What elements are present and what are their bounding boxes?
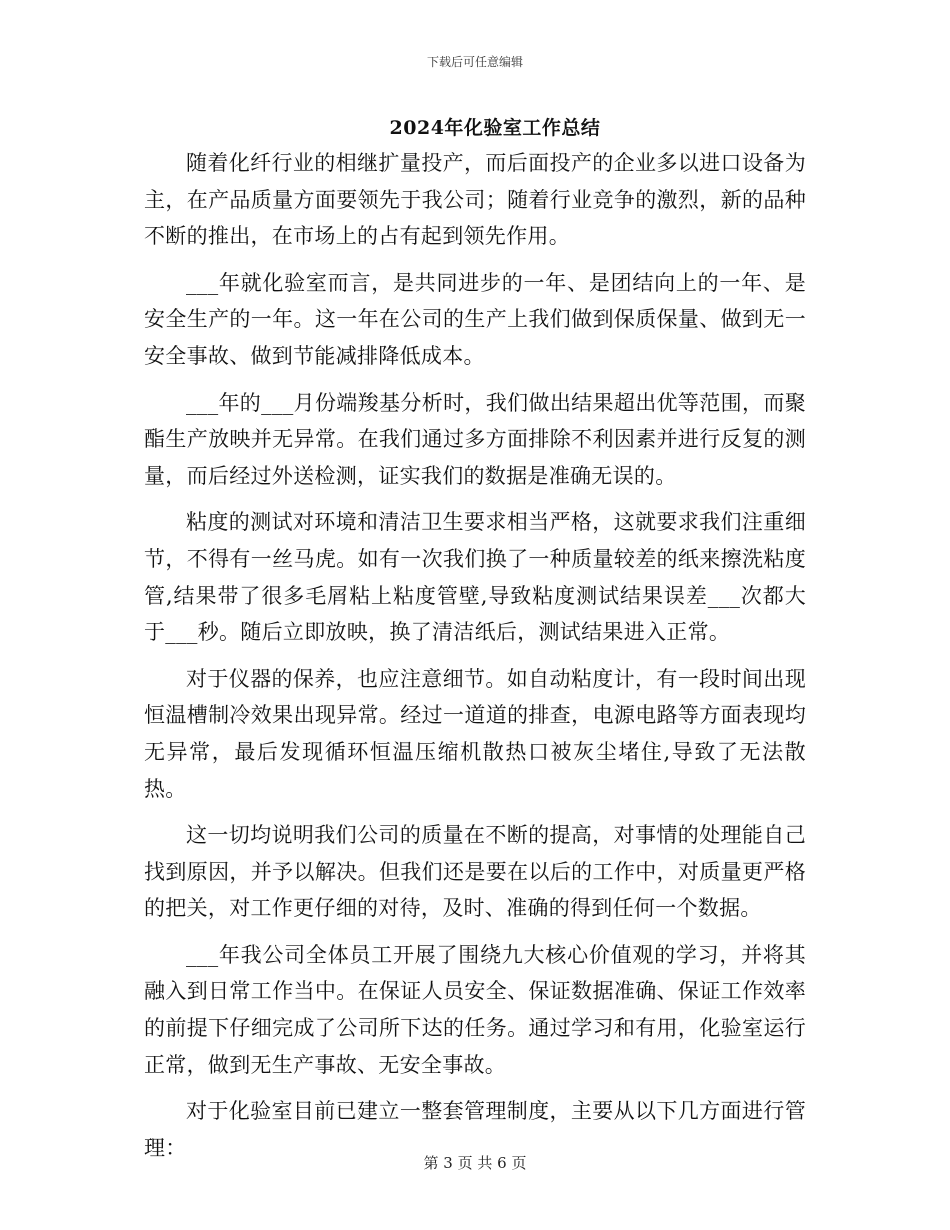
paragraph-2: ___年就化验室而言，是共同进步的一年、是团结向上的一年、是安全生产的一年。这一年在公司的生产上我们做到保质保量、做到无一安全事故、做到节能减排降低成本。	[144, 270, 806, 368]
paragraph-4: 粘度的测试对环境和清洁卫生要求相当严格，这就要求我们注重细节，不得有一丝马虎。如有一次我们换了一种质量较差的纸来擦洗粘度管,结果带了很多毛屑粘上粘度管壁,导致粘度测试结果误差___次都大于___秒。随后立即放映，换了清洁纸后，测试结果进入正常。	[144, 510, 806, 645]
paragraph-5: 对于仪器的保养，也应注意细节。如自动粘度计，有一段时间出现恒温槽制冷效果出现异常。经过一道道的排查，电源电路等方面表现均无异常，最后发现循环恒温压缩机散热口被灰尘堵住,导致了无法散热。	[144, 666, 806, 801]
document-body	[144, 145, 806, 1166]
document-title: 2024年化验室工作总结	[389, 117, 601, 139]
paragraph-3: ___年的___月份端羧基分析时，我们做出结果超出优等范围，而聚酯生产放映并无异常。在我们通过多方面排除不利因素并进行反复的测量，而后经过外送检测，证实我们的数据是准确无误的。	[144, 390, 806, 488]
paragraph-6: 这一切均说明我们公司的质量在不断的提高，对事情的处理能自己找到原因，并予以解决。但我们还是要在以后的工作中，对质量更严格的把关，对工作更仔细的对待，及时、准确的得到任何一个数据。	[144, 823, 806, 921]
paragraph-8: 对于化验室目前已建立一整套管理制度，主要从以下几方面进行管理：	[144, 1099, 806, 1160]
page-header-note: 下载后可任意编辑	[426, 55, 523, 69]
paragraph-1: 随着化纤行业的相继扩量投产，而后面投产的企业多以进口设备为主，在产品质量方面要领先于我公司；随着行业竞争的激烈，新的品种不断的推出，在市场上的占有起到领先作用。	[144, 151, 806, 249]
page-number-footer: 第 3 页 共 6 页	[423, 1154, 527, 1172]
paragraph-7: ___年我公司全体员工开展了围绕九大核心价值观的学习，并将其融入到日常工作当中。在保证人员安全、保证数据准确、保证工作效率的前提下仔细完成了公司所下达的任务。通过学习和有用，化验室运行正常，做到无生产事故、无安全事故。	[144, 942, 806, 1077]
